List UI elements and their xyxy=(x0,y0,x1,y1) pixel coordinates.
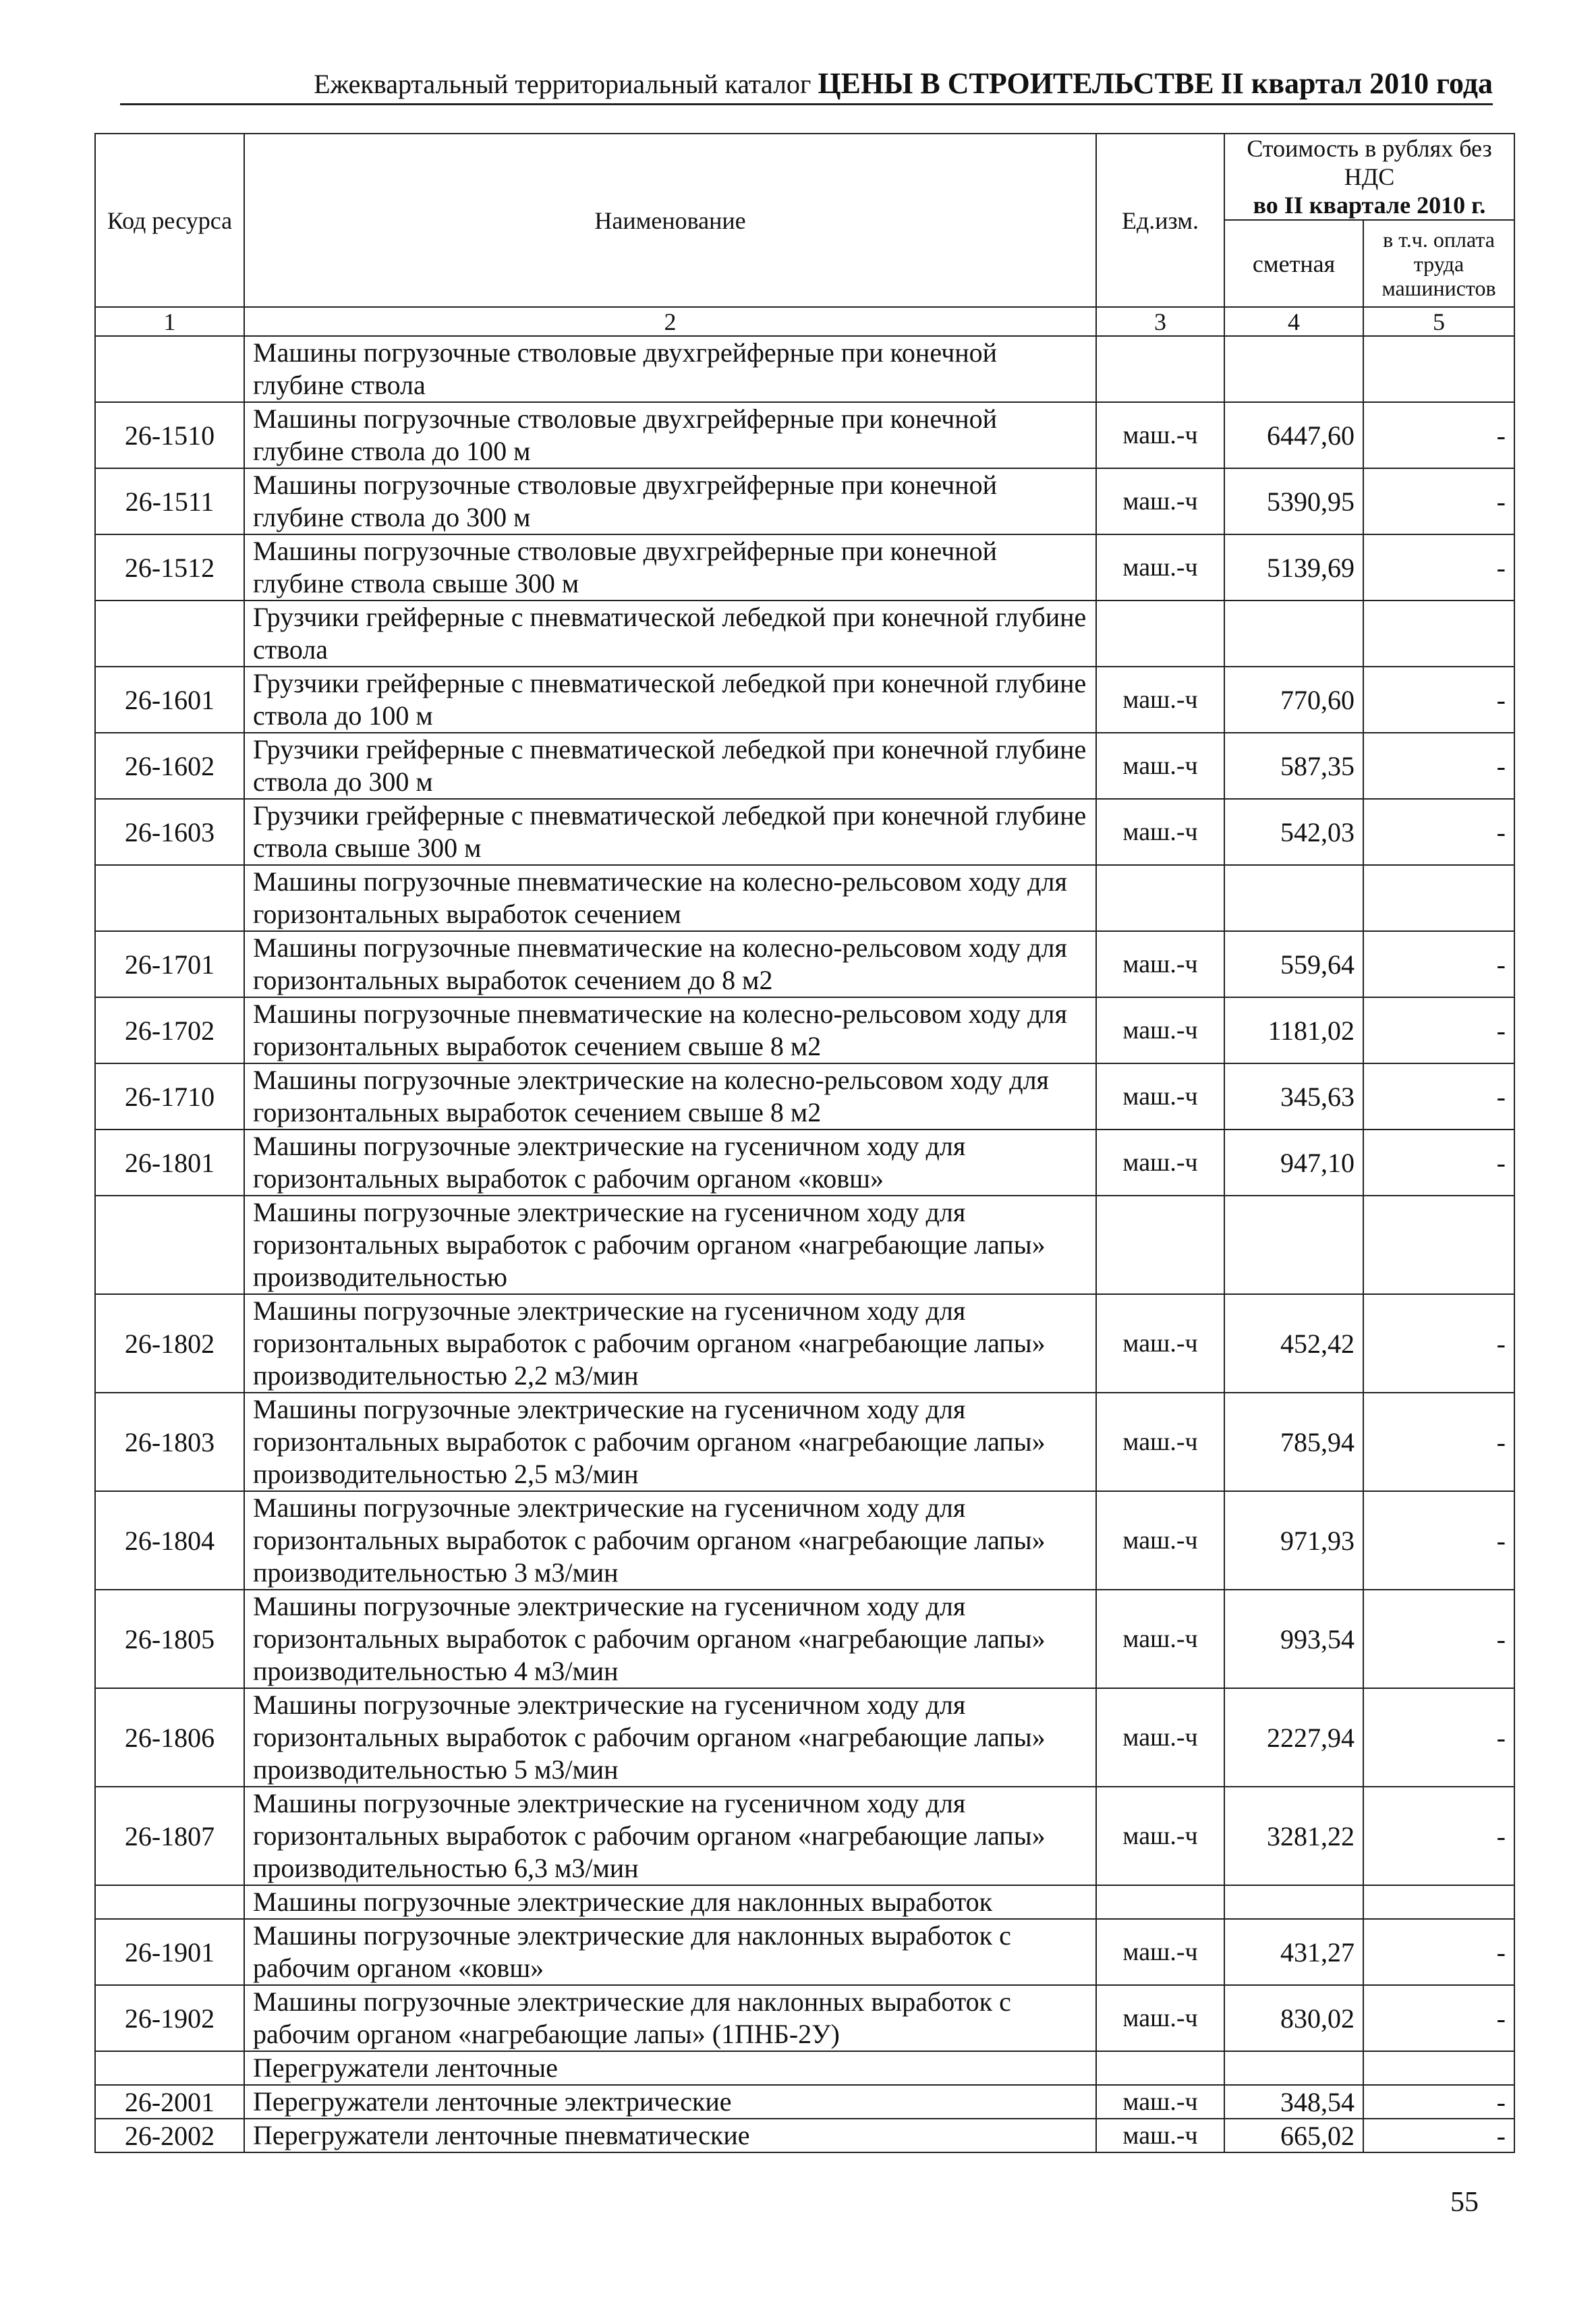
row-price: 830,02 xyxy=(1224,1985,1363,2051)
table-row xyxy=(95,1393,1514,1491)
row-labor xyxy=(1363,1885,1514,1919)
row-unit xyxy=(1096,1885,1224,1919)
row-unit xyxy=(1096,601,1224,667)
table-row xyxy=(95,799,1514,865)
row-unit: маш.-ч xyxy=(1096,1491,1224,1590)
row-unit xyxy=(1096,1196,1224,1294)
row-labor: - xyxy=(1363,799,1514,865)
row-labor xyxy=(1363,865,1514,931)
row-name: Машины погрузочные электрические на гусеничном ходу для горизонтальных выработок с рабочим органом «ковш» xyxy=(244,1130,1096,1196)
row-unit: маш.-ч xyxy=(1096,468,1224,534)
row-labor: - xyxy=(1363,1590,1514,1688)
row-labor: - xyxy=(1363,1063,1514,1130)
row-code: 26-1701 xyxy=(95,931,244,997)
row-code: 26-2002 xyxy=(95,2119,244,2152)
catalog-prefix: Ежеквартальный территориальный каталог xyxy=(314,69,811,99)
row-name: Машины погрузочные электрические для наклонных выработок с рабочим органом «ковш» xyxy=(244,1919,1096,1985)
row-labor: - xyxy=(1363,2085,1514,2119)
row-labor: - xyxy=(1363,468,1514,534)
row-name: Машины погрузочные стволовые двухгрейферные при конечной глубине ствола свыше 300 м xyxy=(244,534,1096,601)
table-row xyxy=(95,601,1514,667)
table-row xyxy=(95,733,1514,799)
row-labor: - xyxy=(1363,733,1514,799)
row-price: 1181,02 xyxy=(1224,997,1363,1063)
table-row xyxy=(95,865,1514,931)
column-number: 5 xyxy=(1363,307,1514,336)
row-name: Грузчики грейферные с пневматической лебедкой при конечной глубине ствола свыше 300 м xyxy=(244,799,1096,865)
table-row xyxy=(95,1196,1514,1294)
catalog-bold-title: ЦЕНЫ В СТРОИТЕЛЬСТВЕ xyxy=(818,67,1214,100)
row-labor: - xyxy=(1363,1787,1514,1885)
row-price: 5390,95 xyxy=(1224,468,1363,534)
row-code: 26-1901 xyxy=(95,1919,244,1985)
row-unit: маш.-ч xyxy=(1096,799,1224,865)
row-labor: - xyxy=(1363,997,1514,1063)
row-code: 26-1602 xyxy=(95,733,244,799)
row-unit: маш.-ч xyxy=(1096,733,1224,799)
row-labor: - xyxy=(1363,1688,1514,1787)
row-labor: - xyxy=(1363,667,1514,733)
row-price xyxy=(1224,1885,1363,1919)
row-unit xyxy=(1096,336,1224,402)
row-name: Грузчики грейферные с пневматической лебедкой при конечной глубине ствола до 100 м xyxy=(244,667,1096,733)
table-row xyxy=(95,1590,1514,1688)
row-code: 26-1804 xyxy=(95,1491,244,1590)
row-code: 26-1902 xyxy=(95,1985,244,2051)
table-row xyxy=(95,2119,1514,2152)
row-price: 2227,94 xyxy=(1224,1688,1363,1787)
table-row xyxy=(95,1688,1514,1787)
row-price: 452,42 xyxy=(1224,1294,1363,1393)
column-number: 1 xyxy=(95,307,244,336)
row-name: Машины погрузочные пневматические на колесно-рельсовом ходу для горизонтальных выработок сечением до 8 м2 xyxy=(244,931,1096,997)
row-unit: маш.-ч xyxy=(1096,534,1224,601)
header-name: Наименование xyxy=(244,134,1096,307)
row-unit: маш.-ч xyxy=(1096,1787,1224,1885)
header-cost-title: Стоимость в рублях без НДС xyxy=(1247,135,1492,190)
row-name: Перегружатели ленточные xyxy=(244,2051,1096,2085)
row-code: 26-1803 xyxy=(95,1393,244,1491)
row-name: Машины погрузочные электрические на гусеничном ходу для горизонтальных выработок с рабочим органом «нагребающие лапы» производительностью xyxy=(244,1196,1096,1294)
table-row xyxy=(95,931,1514,997)
row-name: Машины погрузочные электрические для наклонных выработок с рабочим органом «нагребающие лапы» (1ПНБ-2У) xyxy=(244,1985,1096,2051)
row-labor xyxy=(1363,1196,1514,1294)
row-name: Машины погрузочные электрические на гусеничном ходу для горизонтальных выработок с рабочим органом «нагребающие лапы» производительностью 3 м3/мин xyxy=(244,1491,1096,1590)
row-labor: - xyxy=(1363,534,1514,601)
row-name: Машины погрузочные пневматические на колесно-рельсовом ходу для горизонтальных выработок сечением свыше 8 м2 xyxy=(244,997,1096,1063)
row-code xyxy=(95,601,244,667)
row-price xyxy=(1224,2051,1363,2085)
row-labor xyxy=(1363,336,1514,402)
row-labor: - xyxy=(1363,1491,1514,1590)
row-name: Машины погрузочные пневматические на колесно-рельсовом ходу для горизонтальных выработок сечением xyxy=(244,865,1096,931)
row-code: 26-1806 xyxy=(95,1688,244,1787)
row-code xyxy=(95,1885,244,1919)
row-name: Машины погрузочные электрические для наклонных выработок xyxy=(244,1885,1096,1919)
row-price: 770,60 xyxy=(1224,667,1363,733)
table-row xyxy=(95,402,1514,468)
row-price: 348,54 xyxy=(1224,2085,1363,2119)
row-name: Перегружатели ленточные электрические xyxy=(244,2085,1096,2119)
table-row xyxy=(95,1491,1514,1590)
column-number: 4 xyxy=(1224,307,1363,336)
table-row xyxy=(95,336,1514,402)
row-code: 26-1603 xyxy=(95,799,244,865)
column-number: 2 xyxy=(244,307,1096,336)
row-name: Машины погрузочные стволовые двухгрейферные при конечной глубине ствола до 100 м xyxy=(244,402,1096,468)
row-labor: - xyxy=(1363,1919,1514,1985)
row-labor: - xyxy=(1363,1294,1514,1393)
header-cost xyxy=(1224,134,1514,220)
row-code: 26-1510 xyxy=(95,402,244,468)
table-row xyxy=(95,1294,1514,1393)
table-row xyxy=(95,1919,1514,1985)
price-table xyxy=(94,133,1515,2153)
table-row xyxy=(95,1885,1514,1919)
row-code: 26-1802 xyxy=(95,1294,244,1393)
row-labor: - xyxy=(1363,402,1514,468)
row-unit: маш.-ч xyxy=(1096,1919,1224,1985)
row-name: Машины погрузочные электрические на колесно-рельсовом ходу для горизонтальных выработок сечением свыше 8 м2 xyxy=(244,1063,1096,1130)
row-code: 26-1801 xyxy=(95,1130,244,1196)
row-labor: - xyxy=(1363,1985,1514,2051)
row-unit: маш.-ч xyxy=(1096,997,1224,1063)
row-unit xyxy=(1096,2051,1224,2085)
header-unit: Ед.изм. xyxy=(1096,134,1224,307)
row-code xyxy=(95,336,244,402)
table-body xyxy=(95,307,1514,2152)
row-labor: - xyxy=(1363,931,1514,997)
row-code: 26-1511 xyxy=(95,468,244,534)
row-price: 3281,22 xyxy=(1224,1787,1363,1885)
catalog-title xyxy=(314,69,1493,99)
row-code: 26-1710 xyxy=(95,1063,244,1130)
table-row xyxy=(95,667,1514,733)
row-name: Машины погрузочные стволовые двухгрейферные при конечной глубине ствола xyxy=(244,336,1096,402)
header-estimated: сметная xyxy=(1224,220,1363,307)
row-name: Грузчики грейферные с пневматической лебедкой при конечной глубине ствола до 300 м xyxy=(244,733,1096,799)
row-price: 431,27 xyxy=(1224,1919,1363,1985)
table-row xyxy=(95,468,1514,534)
table-row xyxy=(95,1985,1514,2051)
row-unit: маш.-ч xyxy=(1096,402,1224,468)
table-row xyxy=(95,1130,1514,1196)
row-name: Перегружатели ленточные пневматические xyxy=(244,2119,1096,2152)
row-code: 26-1805 xyxy=(95,1590,244,1688)
row-code: 26-2001 xyxy=(95,2085,244,2119)
row-name: Машины погрузочные электрические на гусеничном ходу для горизонтальных выработок с рабочим органом «нагребающие лапы» производительностью 2,5 м3/мин xyxy=(244,1393,1096,1491)
row-unit: маш.-ч xyxy=(1096,1130,1224,1196)
page-header xyxy=(120,65,1493,105)
row-unit: маш.-ч xyxy=(1096,1294,1224,1393)
row-unit: маш.-ч xyxy=(1096,1590,1224,1688)
row-labor: - xyxy=(1363,1130,1514,1196)
catalog-period: II квартал 2010 года xyxy=(1220,67,1493,100)
table-row xyxy=(95,534,1514,601)
table-row xyxy=(95,2085,1514,2119)
row-labor xyxy=(1363,601,1514,667)
row-price xyxy=(1224,1196,1363,1294)
row-unit: маш.-ч xyxy=(1096,2119,1224,2152)
row-unit: маш.-ч xyxy=(1096,1063,1224,1130)
row-name: Машины погрузочные электрические на гусеничном ходу для горизонтальных выработок с рабочим органом «нагребающие лапы» производительностью 6,3 м3/мин xyxy=(244,1787,1096,1885)
row-code xyxy=(95,2051,244,2085)
row-price xyxy=(1224,865,1363,931)
table-header xyxy=(95,134,1514,307)
table-row xyxy=(95,997,1514,1063)
table-row xyxy=(95,2051,1514,2085)
row-unit: маш.-ч xyxy=(1096,667,1224,733)
column-number: 3 xyxy=(1096,307,1224,336)
row-price: 559,64 xyxy=(1224,931,1363,997)
row-price: 345,63 xyxy=(1224,1063,1363,1130)
row-code: 26-1702 xyxy=(95,997,244,1063)
page-number: 55 xyxy=(1450,2187,1479,2218)
row-price: 993,54 xyxy=(1224,1590,1363,1688)
header-cost-period: во II квартале 2010 г. xyxy=(1253,192,1486,219)
row-labor xyxy=(1363,2051,1514,2085)
row-unit: маш.-ч xyxy=(1096,2085,1224,2119)
header-labor: в т.ч. оплата труда машинистов xyxy=(1363,220,1514,307)
row-code xyxy=(95,865,244,931)
header-code: Код ресурса xyxy=(95,134,244,307)
row-price: 665,02 xyxy=(1224,2119,1363,2152)
row-price xyxy=(1224,601,1363,667)
row-price: 5139,69 xyxy=(1224,534,1363,601)
row-unit: маш.-ч xyxy=(1096,931,1224,997)
row-name: Машины погрузочные электрические на гусеничном ходу для горизонтальных выработок с рабочим органом «нагребающие лапы» производительностью 5 м3/мин xyxy=(244,1688,1096,1787)
row-labor: - xyxy=(1363,2119,1514,2152)
row-code xyxy=(95,1196,244,1294)
table-row xyxy=(95,1787,1514,1885)
column-numbers-row xyxy=(95,307,1514,336)
row-name: Машины погрузочные электрические на гусеничном ходу для горизонтальных выработок с рабочим органом «нагребающие лапы» производительностью 4 м3/мин xyxy=(244,1590,1096,1688)
row-price: 587,35 xyxy=(1224,733,1363,799)
row-unit xyxy=(1096,865,1224,931)
row-code: 26-1807 xyxy=(95,1787,244,1885)
row-price: 971,93 xyxy=(1224,1491,1363,1590)
row-price: 542,03 xyxy=(1224,799,1363,865)
row-code: 26-1512 xyxy=(95,534,244,601)
row-price: 785,94 xyxy=(1224,1393,1363,1491)
row-unit: маш.-ч xyxy=(1096,1393,1224,1491)
row-code: 26-1601 xyxy=(95,667,244,733)
row-name: Грузчики грейферные с пневматической лебедкой при конечной глубине ствола xyxy=(244,601,1096,667)
row-unit: маш.-ч xyxy=(1096,1985,1224,2051)
row-labor: - xyxy=(1363,1393,1514,1491)
row-price: 6447,60 xyxy=(1224,402,1363,468)
table-row xyxy=(95,1063,1514,1130)
row-name: Машины погрузочные стволовые двухгрейферные при конечной глубине ствола до 300 м xyxy=(244,468,1096,534)
row-price xyxy=(1224,336,1363,402)
row-price: 947,10 xyxy=(1224,1130,1363,1196)
row-unit: маш.-ч xyxy=(1096,1688,1224,1787)
row-name: Машины погрузочные электрические на гусеничном ходу для горизонтальных выработок с рабочим органом «нагребающие лапы» производительностью 2,2 м3/мин xyxy=(244,1294,1096,1393)
